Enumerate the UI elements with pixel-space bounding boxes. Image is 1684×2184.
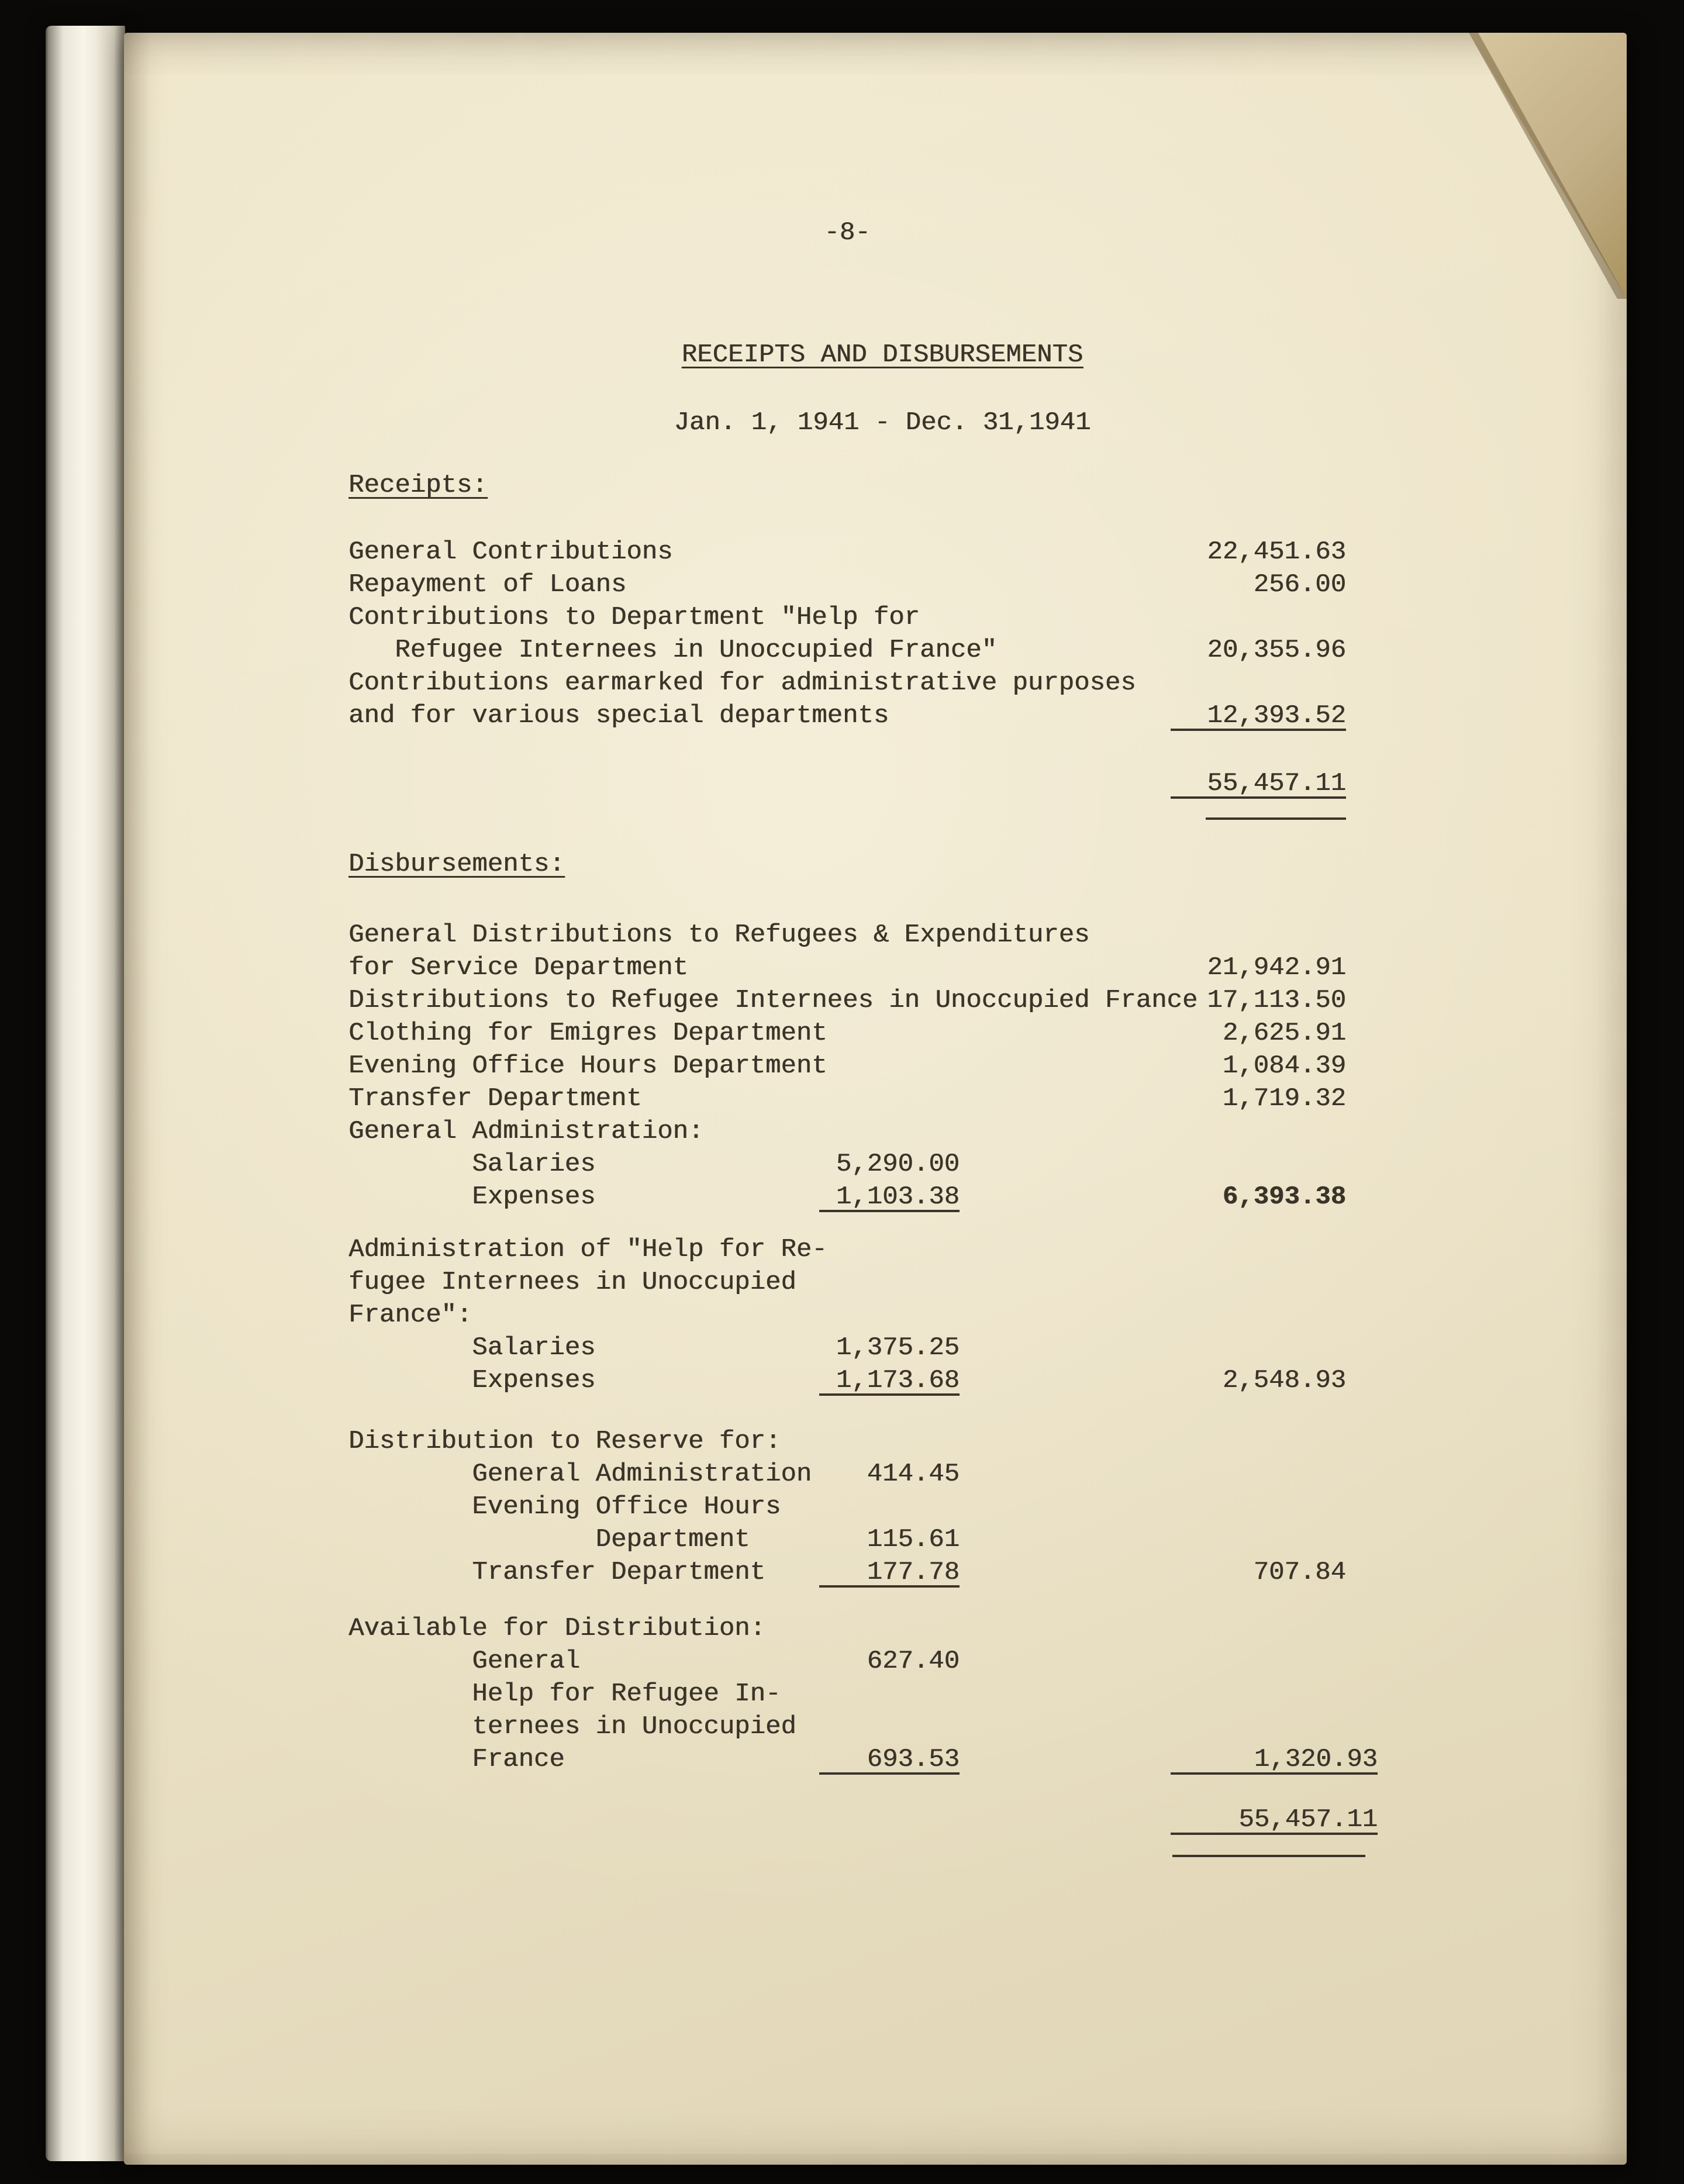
row-subamount: 1,103.38 (819, 1181, 960, 1212)
ledger-row (348, 1050, 1346, 1082)
row-amount: 1,719.32 (1222, 1084, 1346, 1113)
ledger-row (348, 667, 1346, 699)
row-subamount: 5,290.00 (836, 1150, 960, 1179)
row-amount: 1,084.39 (1222, 1051, 1346, 1081)
receipts-rows (348, 536, 1346, 732)
row-label: Transfer Department (348, 1084, 642, 1113)
ledger-row (348, 634, 1346, 667)
row-label: France (472, 1745, 565, 1774)
ledger-row (348, 1082, 1346, 1115)
row-label: Salaries (472, 1150, 596, 1179)
disbursements-rows (348, 919, 1346, 1213)
receipts-total-rule-row (348, 817, 1346, 821)
ledger-row (348, 1017, 1346, 1050)
total-rule (1172, 1855, 1365, 1857)
document-title-text: RECEIPTS AND DISBURSEMENTS (681, 340, 1083, 370)
ledger-row (348, 1710, 1346, 1743)
row-label: Evening Office Hours (472, 1492, 781, 1521)
row-subamount: 1,173.68 (819, 1364, 960, 1396)
row-amount: 17,113.50 (1207, 986, 1346, 1015)
ledger-row (348, 984, 1346, 1017)
row-label: France": (348, 1300, 472, 1330)
row-amount: 707.84 (1253, 1558, 1346, 1587)
ledger-row (348, 1458, 1346, 1490)
row-amount: 1,320.93 (1171, 1743, 1378, 1775)
ledger-row (348, 1364, 1346, 1397)
ledger-row (348, 568, 1346, 601)
ledger-row (348, 1678, 1346, 1710)
row-label: for Service Department (348, 953, 688, 982)
document-title (348, 339, 1346, 371)
row-subamount: 115.61 (867, 1525, 960, 1554)
available-rows (348, 1612, 1378, 1776)
row-label: Distribution to Reserve for: (348, 1427, 781, 1456)
disbursements-heading (348, 848, 1346, 881)
ledger-row (348, 1523, 1346, 1556)
ledger-row (348, 1266, 1346, 1299)
row-label: General (472, 1647, 581, 1676)
row-amount: 6,393.38 (1222, 1182, 1346, 1212)
disbursements-total: 55,457.11 (1171, 1803, 1378, 1835)
row-amount: 21,942.91 (1207, 953, 1346, 982)
page-content (348, 216, 1378, 1858)
ledger-row (348, 1233, 1346, 1266)
ledger-row (348, 1556, 1346, 1589)
row-label: Contributions earmarked for administrative purposes (348, 668, 1136, 698)
row-subamount: 414.45 (867, 1460, 960, 1489)
row-label: Help for Refugee In- (472, 1679, 781, 1709)
page-number: -8- (824, 218, 871, 247)
ledger-row (348, 1490, 1346, 1523)
book-binding-edge (46, 26, 125, 2161)
reserve-rows (348, 1425, 1346, 1589)
ledger-row (348, 1612, 1346, 1645)
row-label: Expenses (472, 1366, 596, 1395)
row-label: General Distributions to Refugees & Expenditures (348, 920, 1090, 950)
row-label: fugee Internees in Unoccupied (348, 1268, 796, 1297)
row-label: and for various special departments (348, 701, 889, 730)
ledger-row (348, 1181, 1346, 1213)
row-label: Transfer Department (472, 1558, 765, 1587)
row-subamount: 627.40 (867, 1647, 960, 1676)
disbursements-heading-text: Disbursements: (348, 850, 565, 879)
row-amount: 2,548.93 (1222, 1366, 1346, 1395)
receipts-heading-text: Receipts: (348, 471, 488, 500)
row-label: General Administration: (348, 1117, 704, 1146)
receipts-heading (348, 469, 1346, 502)
row-label: Distributions to Refugee Internees in Unoccupied France (348, 986, 1198, 1015)
row-subamount: 177.78 (819, 1556, 960, 1588)
row-amount: 20,355.96 (1207, 636, 1346, 665)
ledger-row (348, 601, 1346, 634)
ledger-row (348, 1743, 1378, 1776)
disbursements-total-rule-row (348, 1855, 1346, 1858)
receipts-total-row (348, 767, 1346, 800)
total-rule (1206, 817, 1346, 820)
document-page (124, 33, 1627, 2165)
disbursements-total-row (348, 1803, 1378, 1836)
ledger-row (348, 699, 1346, 732)
row-amount: 12,393.52 (1171, 699, 1346, 731)
row-label: General Administration (472, 1460, 812, 1489)
row-subamount: 693.53 (819, 1743, 960, 1775)
date-range: Jan. 1, 1941 - Dec. 31,1941 (674, 408, 1091, 437)
row-amount: 22,451.63 (1207, 537, 1346, 567)
row-subamount: 1,375.25 (836, 1333, 960, 1362)
row-label: Salaries (472, 1333, 596, 1362)
ledger-row (348, 1645, 1346, 1678)
ledger-row (348, 1115, 1346, 1148)
row-label: Available for Distribution: (348, 1614, 765, 1643)
ledger-row (348, 1425, 1346, 1458)
ledger-row (348, 1148, 1346, 1181)
row-amount: 256.00 (1253, 570, 1346, 599)
ledger-row (348, 536, 1346, 568)
row-label: Repayment of Loans (348, 570, 627, 599)
ledger-row (348, 1331, 1346, 1364)
row-label: Contributions to Department "Help for (348, 603, 920, 632)
row-label: Department (595, 1525, 750, 1554)
row-label: General Contributions (348, 537, 673, 567)
ledger-row (348, 951, 1346, 984)
row-label: Administration of "Help for Re- (348, 1235, 827, 1264)
row-label: Evening Office Hours Department (348, 1051, 827, 1081)
row-amount: 2,625.91 (1222, 1019, 1346, 1048)
row-label: Clothing for Emigres Department (348, 1019, 827, 1048)
row-label: Expenses (472, 1182, 596, 1212)
admin-help-rows (348, 1233, 1346, 1397)
row-label: Refugee Internees in Unoccupied France" (395, 636, 997, 665)
ledger-row (348, 1299, 1346, 1331)
ledger-row (348, 919, 1346, 951)
row-label: ternees in Unoccupied (472, 1712, 796, 1741)
receipts-total: 55,457.11 (1171, 767, 1346, 799)
